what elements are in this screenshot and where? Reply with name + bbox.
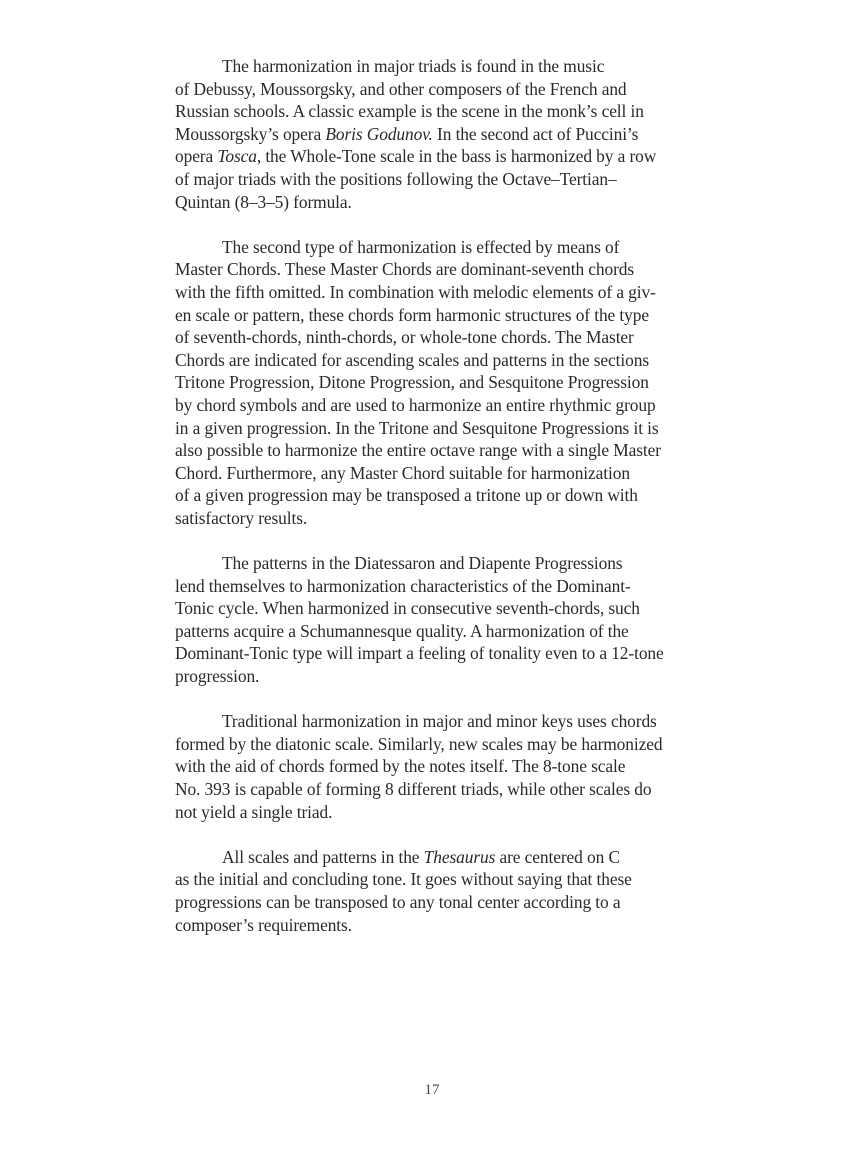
text-line [175,733,700,756]
text-run: Tritone Progression, Ditone Progression, and Sesquitone Progression [175,372,649,393]
text-run: not yield a single triad. [175,801,333,822]
text-run: progression. [175,666,260,687]
text-line [175,597,700,620]
text-line [175,868,700,891]
text-line [175,78,700,101]
text-line [175,846,700,869]
italic-title: Boris Godunov. [325,123,433,144]
page-number: 17 [424,1082,440,1098]
text-run: with the aid of chords formed by the notes itself. The 8-tone scale [175,756,626,777]
document-body [175,55,700,959]
text-run: by chord symbols and are used to harmonize an entire rhythmic group [175,394,656,415]
text-line [175,507,700,530]
text-run: All scales and patterns in the [222,846,424,867]
text-run: composer’s requirements. [175,914,352,935]
text-line [175,100,700,123]
text-line [175,394,700,417]
paragraph [175,846,700,936]
text-line [175,891,700,914]
text-run: Dominant-Tonic type will impart a feeling of tonality even to a 12-tone [175,643,664,664]
text-run: Master Chords. These Master Chords are dominant-seventh chords [175,259,635,280]
text-run: Moussorgsky’s opera [175,123,326,144]
text-run: also possible to harmonize the entire octave range with a single Master [175,440,661,461]
text-run: formed by the diatonic scale. Similarly, new scales may be harmonized [175,733,663,754]
italic-title: Thesaurus [423,846,496,867]
text-run: are centered on C [495,846,620,867]
text-line [175,755,700,778]
text-run: patterns acquire a Schumannesque quality. A harmonization of the [175,620,629,641]
text-line [175,145,700,168]
text-line [175,575,700,598]
text-run: with the fifth omitted. In combination with melodic elements of a giv- [175,281,656,302]
text-run: The harmonization in major triads is found in the music [222,56,605,76]
text-line [175,123,700,146]
text-run: of seventh-chords, ninth-chords, or whole-tone chords. The Master [175,327,634,348]
text-line [175,281,700,304]
text-line [175,304,700,327]
text-run: In the second act of Puccini’s [432,123,639,144]
text-run: in a given progression. In the Tritone and Sesquitone Progressions it is [175,417,659,438]
text-run: Quintan (8–3–5) formula. [175,191,352,212]
text-line [175,258,700,281]
text-line [175,349,700,372]
text-run: The patterns in the Diatessaron and Diapente Progressions [222,553,623,574]
text-run: , the Whole-Tone scale in the bass is harmonized by a row [256,146,657,167]
text-run: No. 393 is capable of forming 8 different triads, while other scales do [175,779,652,799]
text-line [175,552,700,575]
text-run: Tonic cycle. When harmonized in consecutive seventh-chords, such [175,598,640,619]
text-run: The second type of harmonization is effected by means of [222,236,620,257]
text-line [175,371,700,394]
text-line [175,462,700,485]
text-line [175,914,700,937]
text-run: lend themselves to harmonization characteristics of the Dominant- [175,575,631,596]
paragraph [175,55,700,213]
text-line [175,236,700,259]
text-line [175,168,700,191]
paragraph [175,710,700,823]
text-line [175,439,700,462]
text-line [175,665,700,688]
text-run: of a given progression may be transposed a tritone up or down with [175,485,638,506]
text-run: Russian schools. A classic example is the scene in the monk’s cell in [175,101,644,122]
text-run: Chord. Furthermore, any Master Chord suitable for harmonization [175,462,630,483]
text-line [175,620,700,643]
text-line [175,801,700,824]
text-line [175,710,700,733]
italic-title: Tosca [217,146,257,167]
text-line [175,191,700,214]
text-run: Traditional harmonization in major and minor keys uses chords [222,711,657,732]
text-run: opera [175,146,218,167]
text-line [175,778,700,801]
text-run: satisfactory results. [175,507,308,528]
text-line [175,55,700,78]
paragraph [175,552,700,688]
text-run: Chords are indicated for ascending scales and patterns in the sections [175,349,649,370]
text-line [175,417,700,440]
text-line [175,642,700,665]
text-run: as the initial and concluding tone. It goes without saying that these [175,869,632,890]
text-run: of Debussy, Moussorgsky, and other composers of the French and [175,78,627,99]
text-run: of major triads with the positions following the Octave–Tertian– [175,168,617,189]
text-line [175,326,700,349]
paragraph [175,236,700,530]
text-run: progressions can be transposed to any tonal center according to a [175,891,621,912]
text-line [175,484,700,507]
text-run: en scale or pattern, these chords form harmonic structures of the type [175,304,649,325]
